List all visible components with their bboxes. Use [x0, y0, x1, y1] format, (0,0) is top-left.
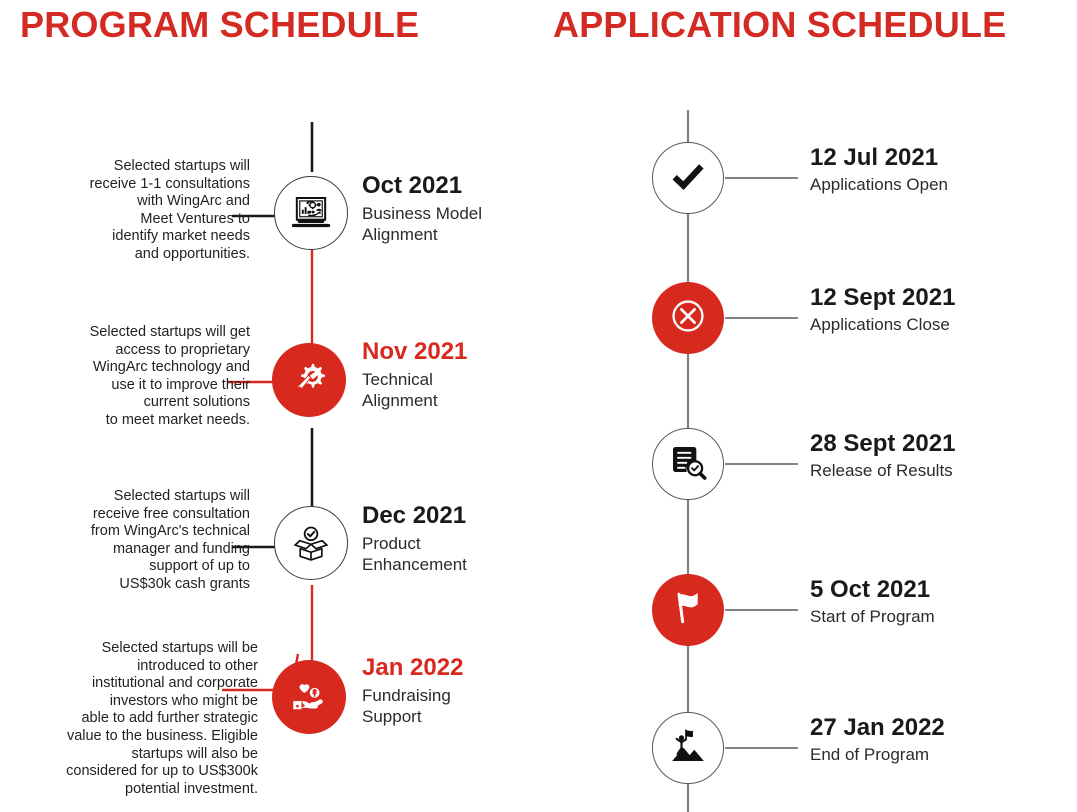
program-item-description: Selected startups will be introduced to other institutional and corporate investors who might be able to add further strategic value to the business. Eligible startups will also be considered for up to US$300k potential investment. [66, 640, 258, 797]
program-item-label [362, 654, 463, 727]
application-item-subtitle: Applications Close [810, 315, 950, 334]
application-item-subtitle: Start of Program [810, 607, 935, 626]
application-item-label [810, 144, 948, 195]
program-item[interactable] [0, 640, 540, 812]
application-item-subtitle: Applications Open [810, 175, 948, 194]
application-item-label [810, 714, 945, 765]
program-schedule-heading: PROGRAM SCHEDULE [20, 4, 420, 45]
application-schedule-heading: APPLICATION SCHEDULE [553, 4, 1007, 45]
presentation-analytics-icon [291, 193, 331, 233]
program-item-node[interactable] [272, 343, 346, 417]
application-item-node[interactable] [652, 142, 724, 214]
application-item-label [810, 576, 935, 627]
application-item-node[interactable] [652, 712, 724, 784]
application-item-node[interactable] [652, 282, 724, 354]
program-item-subtitle: Technical Alignment [362, 370, 438, 410]
program-item-description: Selected startups will receive free consultation from WingArc's technical manager and funding support of up to US$30k cash grants [90, 488, 250, 592]
application-schedule-column [540, 0, 1077, 812]
program-item-description: Selected startups will receive 1-1 consultations with WingArc and Meet Ventures to identify market needs and opportunities. [89, 158, 250, 262]
application-item-subtitle: Release of Results [810, 461, 953, 480]
application-item-label [810, 284, 955, 335]
program-item[interactable] [0, 488, 540, 620]
program-item-date: Nov 2021 [362, 338, 468, 365]
program-item[interactable] [0, 324, 540, 456]
application-item-subtitle: End of Program [810, 745, 930, 764]
application-timeline-track [540, 0, 1077, 812]
document-search-icon [668, 442, 708, 487]
program-item-date: Dec 2021 [362, 502, 467, 529]
program-item-node[interactable] [274, 506, 348, 580]
program-item-label [362, 172, 482, 245]
application-item-date: 5 Oct 2021 [810, 576, 931, 603]
gear-wrench-icon [288, 359, 330, 401]
program-item[interactable] [0, 158, 540, 290]
program-item-subtitle: Business Model Alignment [362, 204, 483, 244]
program-item-node[interactable] [274, 176, 348, 250]
application-item-node[interactable] [652, 428, 724, 500]
application-item-date: 12 Jul 2021 [810, 144, 939, 171]
application-item-date: 28 Sept 2021 [810, 430, 956, 457]
program-item-date: Jan 2022 [362, 654, 464, 681]
program-item-description: Selected startups will get access to proprietary WingArc technology and use it to improve their current solutions to meet market needs. [89, 324, 250, 428]
program-item-subtitle: Fundraising Support [362, 686, 451, 726]
program-item-node[interactable] [272, 660, 346, 734]
program-item-label [362, 502, 467, 575]
application-item-label [810, 430, 955, 481]
open-box-check-icon [291, 523, 331, 563]
application-item-date: 27 Jan 2022 [810, 714, 945, 741]
program-item-subtitle: Product Enhancement [362, 534, 467, 574]
check-icon [668, 156, 708, 201]
application-item-date: 12 Sept 2021 [810, 284, 956, 311]
flag-icon [668, 588, 708, 633]
hand-donation-icon [288, 676, 330, 718]
circle-x-icon [667, 295, 709, 342]
program-item-label [362, 338, 467, 411]
application-item-node[interactable] [652, 574, 724, 646]
program-item-date: Oct 2021 [362, 172, 463, 199]
summit-flag-icon [668, 726, 708, 771]
